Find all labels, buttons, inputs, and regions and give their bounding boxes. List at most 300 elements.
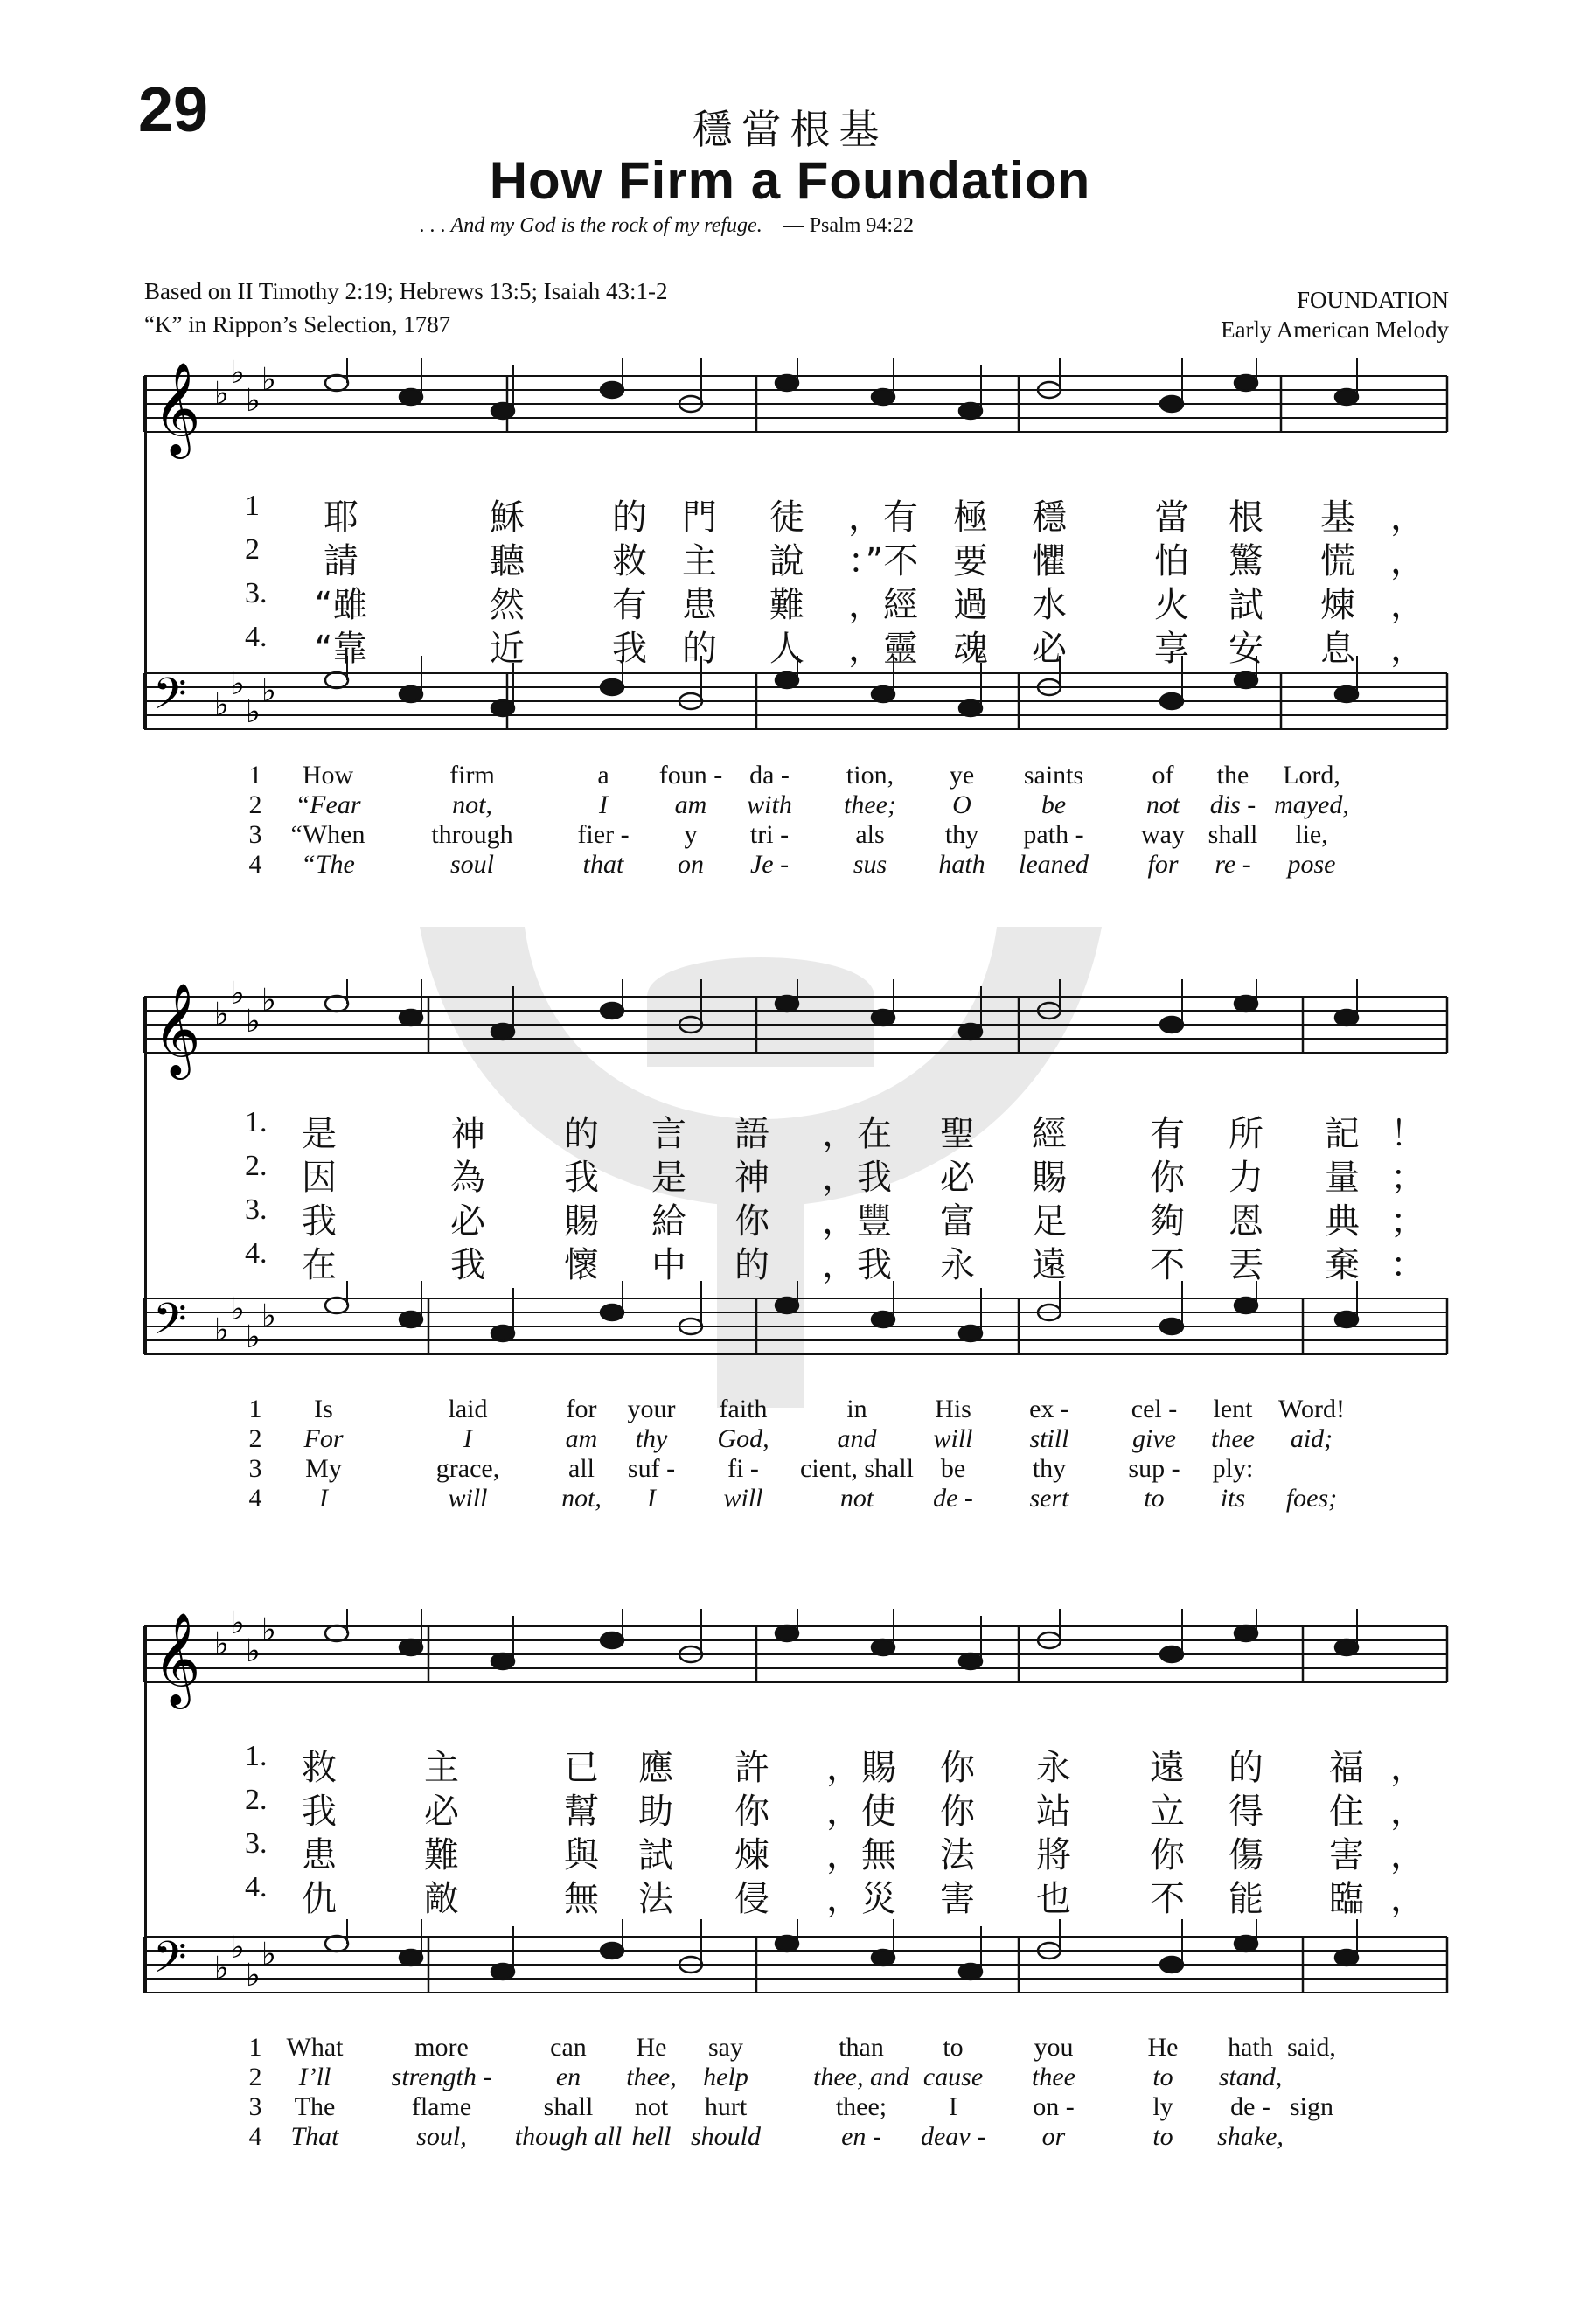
english-lyric: thy bbox=[944, 820, 979, 849]
note-head bbox=[959, 403, 982, 419]
english-lyric: hurt bbox=[704, 2092, 748, 2121]
note-head bbox=[601, 1305, 623, 1320]
chinese-lyric: 傷 bbox=[1229, 1835, 1263, 1875]
english-lyric: with bbox=[747, 790, 792, 819]
chinese-lyric: 的 bbox=[1229, 1748, 1263, 1788]
flat-icon: ♭ bbox=[246, 1319, 261, 1355]
note-head bbox=[872, 1010, 894, 1026]
note-head bbox=[601, 1943, 623, 1959]
english-lyric: soul bbox=[449, 850, 495, 879]
treble-clef-icon: 𝄞 bbox=[153, 361, 201, 455]
chinese-lyric: 賜 bbox=[1032, 1158, 1067, 1198]
chinese-lyric: 記 bbox=[1325, 1114, 1360, 1154]
chinese-lyric: 我 bbox=[612, 629, 647, 669]
english-lyric: or bbox=[1041, 2122, 1066, 2151]
chinese-lyric: ， bbox=[1390, 1835, 1425, 1875]
chinese-lyric: 我 bbox=[302, 1792, 337, 1832]
chinese-lyric: 難 bbox=[424, 1835, 459, 1875]
english-lyric: the bbox=[1216, 761, 1249, 790]
chinese-lyric: 典 bbox=[1325, 1201, 1360, 1242]
english-lyric: stand, bbox=[1218, 2063, 1283, 2091]
chinese-lyric: 火 bbox=[1154, 585, 1189, 625]
verse-number: 4. bbox=[245, 621, 268, 653]
chinese-lyric: 言 bbox=[651, 1114, 686, 1154]
chinese-lyric: ，賜 bbox=[826, 1748, 896, 1788]
chinese-lyric: ：”不 bbox=[847, 541, 919, 581]
english-lyric: laid bbox=[448, 1395, 488, 1423]
chinese-lyric: 你 bbox=[940, 1792, 975, 1832]
note-head bbox=[1235, 1936, 1257, 1952]
chinese-lyric: 魂 bbox=[953, 629, 988, 669]
english-lyric: way bbox=[1141, 820, 1185, 849]
verse-number: 2 bbox=[248, 790, 262, 819]
note-head bbox=[601, 1003, 623, 1019]
epigraph-text: . . . And my God is the rock of my refuge. bbox=[420, 214, 762, 237]
english-lyric: shall bbox=[543, 2092, 594, 2121]
chinese-lyric: 近 bbox=[490, 629, 525, 669]
chinese-lyric: 你 bbox=[1150, 1835, 1185, 1875]
note-head bbox=[1235, 375, 1257, 391]
chinese-lyric: 助 bbox=[638, 1792, 673, 1832]
verse-number: 1 bbox=[248, 761, 262, 790]
chinese-lyric: 耶 bbox=[324, 498, 358, 538]
english-lyric: thee; bbox=[844, 790, 896, 819]
english-lyric: thy bbox=[1032, 1454, 1067, 1483]
note-head bbox=[1160, 396, 1183, 412]
chinese-lyric: 穩 bbox=[1032, 498, 1067, 538]
chinese-lyric: 聖 bbox=[940, 1114, 975, 1154]
english-lyric: a bbox=[597, 761, 609, 790]
chinese-lyric: 永 bbox=[940, 1245, 975, 1285]
bass-staff bbox=[0, 1281, 1580, 1386]
english-lyric: for bbox=[566, 1395, 597, 1423]
chinese-lyric: 語 bbox=[734, 1114, 769, 1154]
verse-number: 1 bbox=[248, 2033, 262, 2062]
english-lyric: tri - bbox=[749, 820, 790, 849]
english-lyric: path - bbox=[1023, 820, 1084, 849]
chinese-lyric: ，我 bbox=[822, 1245, 892, 1285]
verse-number: 1 bbox=[245, 490, 260, 522]
flat-icon: ♭ bbox=[261, 362, 276, 398]
english-lyric: ye bbox=[949, 761, 975, 790]
chinese-lyric: ， bbox=[1390, 541, 1425, 581]
chinese-lyric: 有 bbox=[1150, 1114, 1185, 1154]
english-lyric: I bbox=[463, 1424, 472, 1453]
flat-icon: ♭ bbox=[261, 1937, 276, 1973]
english-lyric: lie, bbox=[1295, 820, 1328, 849]
chinese-lyric: 患 bbox=[682, 585, 717, 625]
note-head bbox=[872, 686, 894, 702]
chinese-lyric: 仇 bbox=[302, 1879, 337, 1919]
chinese-lyric: ，經 bbox=[848, 585, 918, 625]
english-lyric: thee, and bbox=[813, 2063, 909, 2091]
english-lyric: “Fear bbox=[295, 790, 361, 819]
english-lyric: cel - bbox=[1131, 1395, 1178, 1423]
english-lyric: in bbox=[846, 1395, 867, 1423]
chinese-lyric: 夠 bbox=[1150, 1201, 1185, 1242]
chinese-lyric: 遠 bbox=[1032, 1245, 1067, 1285]
chinese-lyric: “雖 bbox=[314, 585, 368, 625]
verse-number: 2. bbox=[245, 1784, 268, 1816]
english-lyric: thee; bbox=[835, 2092, 887, 2121]
flat-icon: ♭ bbox=[230, 1291, 245, 1327]
english-lyric: Lord, bbox=[1283, 761, 1340, 790]
english-lyric: His bbox=[935, 1395, 971, 1423]
note-head bbox=[491, 1326, 514, 1341]
english-lyric: de - bbox=[1230, 2092, 1270, 2121]
chinese-lyric: 因 bbox=[302, 1158, 337, 1198]
flat-icon: ♭ bbox=[261, 983, 276, 1019]
chinese-lyric: 不 bbox=[1150, 1879, 1185, 1919]
note-head bbox=[491, 403, 514, 419]
english-lyric: O bbox=[952, 790, 971, 819]
english-lyric: will bbox=[723, 1484, 763, 1513]
flat-icon: ♭ bbox=[214, 997, 229, 1033]
verse-number: 3 bbox=[248, 1454, 262, 1483]
chinese-lyric: 煉 bbox=[1320, 585, 1355, 625]
text-source: Based on II Timothy 2:19; Hebrews 13:5; Isaiah 43:1-2 bbox=[144, 278, 668, 304]
chinese-lyric: 要 bbox=[953, 541, 988, 581]
chinese-lyric: 當 bbox=[1154, 498, 1189, 538]
chinese-lyric: 主 bbox=[682, 541, 717, 581]
chinese-lyric: 主 bbox=[424, 1748, 459, 1788]
note-head bbox=[776, 1298, 798, 1313]
english-lyric: help bbox=[703, 2063, 748, 2091]
english-lyric: still bbox=[1029, 1424, 1069, 1453]
flat-icon: ♭ bbox=[261, 1298, 276, 1334]
english-lyric: will bbox=[933, 1424, 973, 1453]
english-lyric: and bbox=[837, 1424, 877, 1453]
chinese-lyric: 徒 bbox=[769, 498, 804, 538]
tune-name: FOUNDATION bbox=[1297, 287, 1449, 313]
english-title: How Firm a Foundation bbox=[489, 151, 1091, 210]
chinese-lyric: 門 bbox=[682, 498, 717, 538]
english-lyric: though all bbox=[514, 2122, 623, 2151]
flat-icon: ♭ bbox=[214, 1312, 229, 1348]
chinese-lyric: ，我 bbox=[822, 1158, 892, 1198]
chinese-lyric: ； bbox=[1390, 1158, 1425, 1198]
flat-icon: ♭ bbox=[230, 666, 245, 702]
english-lyric: saints bbox=[1023, 761, 1084, 790]
verse-number: 3. bbox=[245, 1827, 268, 1860]
english-lyric: hath bbox=[1228, 2033, 1273, 2062]
english-lyric: thee bbox=[1211, 1424, 1255, 1453]
chinese-lyric: 福 bbox=[1329, 1748, 1364, 1788]
english-lyric: grace, bbox=[435, 1454, 500, 1483]
english-lyric: soul, bbox=[416, 2122, 467, 2151]
chinese-lyric: 量 bbox=[1325, 1158, 1360, 1198]
english-lyric: My bbox=[305, 1454, 342, 1483]
note-head bbox=[400, 1950, 422, 1966]
verse-number: 1 bbox=[248, 1395, 262, 1423]
treble-staff bbox=[0, 358, 1580, 463]
note-head bbox=[325, 996, 348, 1012]
chinese-lyric: 為 bbox=[450, 1158, 485, 1198]
note-head bbox=[1335, 1312, 1358, 1327]
note-head bbox=[1235, 1625, 1257, 1641]
chinese-lyric: 應 bbox=[638, 1748, 673, 1788]
english-lyric: I bbox=[949, 2092, 957, 2121]
english-lyric: en - bbox=[841, 2122, 881, 2151]
chinese-lyric: 懷 bbox=[564, 1245, 599, 1285]
chinese-lyric: 棄 bbox=[1325, 1245, 1360, 1285]
chinese-lyric: 穌 bbox=[490, 498, 525, 538]
chinese-lyric: 必 bbox=[450, 1201, 485, 1242]
chinese-lyric: 享 bbox=[1154, 629, 1189, 669]
english-lyric: en bbox=[555, 2063, 581, 2091]
note-head bbox=[959, 1024, 982, 1040]
note-head bbox=[1235, 672, 1257, 688]
english-lyric: I’ll bbox=[298, 2063, 331, 2091]
english-lyric: I bbox=[647, 1484, 656, 1513]
chinese-lyric: 慌 bbox=[1320, 541, 1355, 581]
flat-icon: ♭ bbox=[246, 383, 261, 419]
chinese-lyric: “靠 bbox=[314, 629, 368, 669]
english-lyric: cause bbox=[922, 2063, 984, 2091]
english-lyric: ex - bbox=[1029, 1395, 1069, 1423]
system-brace bbox=[144, 997, 147, 1354]
note-head bbox=[1335, 389, 1358, 405]
english-lyric: thy bbox=[635, 1424, 668, 1453]
chinese-lyric: ，靈 bbox=[848, 629, 918, 669]
chinese-lyric: ； bbox=[1390, 1201, 1425, 1242]
chinese-lyric: 也 bbox=[1036, 1879, 1071, 1919]
english-lyric: firm bbox=[449, 761, 495, 790]
treble-staff bbox=[0, 1609, 1580, 1714]
note-head bbox=[1160, 693, 1183, 709]
chinese-lyric: 我 bbox=[302, 1201, 337, 1242]
chinese-lyric: 的 bbox=[612, 498, 647, 538]
english-lyric: thee bbox=[1032, 2063, 1075, 2091]
flat-icon: ♭ bbox=[246, 1958, 261, 1993]
chinese-lyric: 恩 bbox=[1229, 1201, 1263, 1242]
english-lyric: Word! bbox=[1278, 1395, 1345, 1423]
chinese-lyric: 將 bbox=[1036, 1835, 1071, 1875]
english-lyric: re - bbox=[1215, 850, 1251, 879]
english-lyric: leaned bbox=[1019, 850, 1089, 879]
english-lyric: For bbox=[303, 1424, 344, 1453]
english-lyric: am bbox=[565, 1424, 598, 1453]
chinese-lyric: 的 bbox=[734, 1245, 769, 1285]
chinese-lyric: 的 bbox=[682, 629, 717, 669]
note-head bbox=[491, 1024, 514, 1040]
chinese-lyric: 賜 bbox=[564, 1201, 599, 1242]
note-head bbox=[872, 1639, 894, 1655]
english-lyric: sert bbox=[1029, 1484, 1069, 1513]
english-lyric: aid; bbox=[1290, 1424, 1333, 1453]
note-head bbox=[400, 1010, 422, 1026]
english-lyric: mayed, bbox=[1274, 790, 1349, 819]
chinese-lyric: 丟 bbox=[1229, 1245, 1263, 1285]
note-head bbox=[1160, 1017, 1183, 1033]
english-lyric: foes; bbox=[1285, 1484, 1338, 1513]
chinese-lyric: 是 bbox=[651, 1158, 686, 1198]
chinese-lyric: ，有 bbox=[848, 498, 918, 538]
verse-number: 4. bbox=[245, 1237, 268, 1270]
english-lyric: thee, bbox=[626, 2063, 677, 2091]
chinese-lyric: ！ bbox=[1390, 1114, 1425, 1154]
english-lyric: pose bbox=[1287, 850, 1336, 879]
chinese-lyric: 有 bbox=[612, 585, 647, 625]
chinese-title: 穩當根基 bbox=[692, 106, 888, 153]
flat-icon: ♭ bbox=[214, 376, 229, 412]
chinese-lyric: 已 bbox=[564, 1748, 599, 1788]
english-lyric: that bbox=[582, 850, 624, 879]
english-lyric: God, bbox=[717, 1424, 769, 1453]
english-lyric: deav - bbox=[920, 2122, 986, 2151]
chinese-lyric: 所 bbox=[1229, 1114, 1263, 1154]
chinese-lyric: 住 bbox=[1329, 1792, 1364, 1832]
chinese-lyric: 聽 bbox=[490, 541, 525, 581]
english-lyric: shake, bbox=[1217, 2122, 1284, 2151]
chinese-lyric: 試 bbox=[1229, 585, 1263, 625]
note-head bbox=[400, 389, 422, 405]
chinese-lyric: 站 bbox=[1036, 1792, 1071, 1832]
chinese-lyric: ， bbox=[1390, 498, 1425, 538]
english-lyric: not bbox=[634, 2092, 669, 2121]
chinese-lyric: ， bbox=[1390, 1748, 1425, 1788]
english-lyric: Je - bbox=[749, 850, 790, 879]
chinese-lyric: 息 bbox=[1320, 629, 1355, 669]
chinese-lyric: ，無 bbox=[826, 1835, 896, 1875]
english-lyric: “When bbox=[290, 820, 365, 849]
verse-number: 4 bbox=[248, 1484, 262, 1513]
english-lyric: said, bbox=[1287, 2033, 1336, 2062]
chinese-lyric: 力 bbox=[1229, 1158, 1263, 1198]
note-head bbox=[325, 1936, 348, 1952]
note-head bbox=[400, 1639, 422, 1655]
note-head bbox=[776, 375, 798, 391]
note-head bbox=[491, 1653, 514, 1669]
chinese-lyric: 驚 bbox=[1229, 541, 1263, 581]
note-head bbox=[872, 389, 894, 405]
epigraph-reference: — Psalm 94:22 bbox=[783, 214, 915, 237]
flat-icon: ♭ bbox=[230, 979, 245, 1012]
english-lyric: I bbox=[319, 1484, 328, 1513]
english-lyric: on - bbox=[1033, 2092, 1075, 2121]
english-lyric: be bbox=[940, 1454, 966, 1483]
chinese-lyric: 試 bbox=[638, 1835, 673, 1875]
chinese-lyric: ， bbox=[1390, 1792, 1425, 1832]
chinese-lyric: 害 bbox=[940, 1879, 975, 1919]
chinese-lyric: ， bbox=[1390, 585, 1425, 625]
verse-number: 3 bbox=[248, 2092, 262, 2121]
english-lyric: should bbox=[690, 2122, 762, 2151]
flat-icon: ♭ bbox=[246, 1004, 261, 1040]
english-lyric: not, bbox=[452, 790, 492, 819]
english-lyric: de - bbox=[933, 1484, 973, 1513]
chinese-lyric: 患 bbox=[302, 1835, 337, 1875]
verse-number: 2. bbox=[245, 1150, 268, 1182]
chinese-lyric: 我 bbox=[450, 1245, 485, 1285]
english-lyric: all bbox=[568, 1454, 595, 1483]
chinese-lyric: 你 bbox=[940, 1748, 975, 1788]
english-lyric: will bbox=[448, 1484, 488, 1513]
english-lyric: through bbox=[431, 820, 513, 849]
chinese-lyric: 說 bbox=[769, 541, 804, 581]
note-head bbox=[776, 1625, 798, 1641]
flat-icon: ♭ bbox=[246, 1633, 261, 1669]
bass-clef-icon: 𝄢 bbox=[153, 669, 187, 730]
english-lyric: be bbox=[1041, 790, 1067, 819]
system-brace bbox=[144, 1626, 147, 1993]
english-lyric: sign bbox=[1289, 2092, 1334, 2121]
chinese-lyric: 基 bbox=[1320, 498, 1355, 538]
note-head bbox=[491, 700, 514, 716]
note-head bbox=[1160, 1319, 1183, 1334]
chinese-lyric: 足 bbox=[1032, 1201, 1067, 1242]
english-lyric: y bbox=[684, 820, 698, 849]
chinese-lyric: 救 bbox=[302, 1748, 337, 1788]
chinese-lyric: 是 bbox=[302, 1114, 337, 1154]
chinese-lyric: 給 bbox=[651, 1201, 686, 1242]
chinese-lyric: 法 bbox=[638, 1879, 673, 1919]
chinese-lyric: ， bbox=[1390, 629, 1425, 669]
english-lyric: for bbox=[1147, 850, 1179, 879]
english-lyric: strength - bbox=[391, 2063, 492, 2091]
chinese-lyric: 不 bbox=[1150, 1245, 1185, 1285]
english-lyric: its bbox=[1220, 1484, 1246, 1513]
english-lyric: to bbox=[1144, 1484, 1165, 1513]
tune-source: Early American Melody bbox=[1221, 317, 1449, 343]
chinese-lyric: 水 bbox=[1032, 585, 1067, 625]
chinese-lyric: 過 bbox=[953, 585, 988, 625]
chinese-lyric: ，在 bbox=[822, 1114, 892, 1154]
chinese-lyric: 神 bbox=[450, 1114, 485, 1154]
flat-icon: ♭ bbox=[246, 694, 261, 730]
chinese-lyric: 中 bbox=[651, 1245, 686, 1285]
chinese-lyric: ，使 bbox=[826, 1792, 896, 1832]
flat-icon: ♭ bbox=[261, 1612, 276, 1648]
english-lyric: lent bbox=[1213, 1395, 1253, 1423]
english-lyric: say bbox=[708, 2033, 743, 2062]
treble-clef-icon: 𝄞 bbox=[153, 1611, 201, 1705]
note-head bbox=[400, 1312, 422, 1327]
chinese-lyric: 安 bbox=[1229, 629, 1263, 669]
bass-staff bbox=[0, 1919, 1580, 2024]
note-head bbox=[400, 686, 422, 702]
chinese-lyric: ， bbox=[1390, 1879, 1425, 1919]
flat-icon: ♭ bbox=[214, 1626, 229, 1662]
chinese-lyric: 我 bbox=[564, 1158, 599, 1198]
english-lyric: you bbox=[1034, 2033, 1074, 2062]
chinese-lyric: 神 bbox=[734, 1158, 769, 1198]
verse-number: 3 bbox=[248, 820, 262, 849]
note-head bbox=[959, 1653, 982, 1669]
chinese-lyric: 懼 bbox=[1032, 541, 1067, 581]
english-lyric: than bbox=[839, 2033, 884, 2062]
note-head bbox=[959, 1326, 982, 1341]
note-head bbox=[959, 1964, 982, 1980]
english-lyric: not bbox=[839, 1484, 874, 1513]
note-head bbox=[872, 1950, 894, 1966]
treble-staff bbox=[0, 979, 1580, 1084]
note-head bbox=[1235, 996, 1257, 1012]
english-lyric: fi - bbox=[727, 1454, 759, 1483]
note-head bbox=[325, 1625, 348, 1641]
chinese-lyric: 你 bbox=[1150, 1158, 1185, 1198]
english-lyric: sus bbox=[853, 850, 887, 879]
english-lyric: Is bbox=[314, 1395, 333, 1423]
epigraph bbox=[420, 214, 914, 238]
english-lyric: can bbox=[550, 2033, 587, 2062]
chinese-lyric: ，豐 bbox=[822, 1201, 892, 1242]
english-lyric: to bbox=[943, 2033, 964, 2062]
chinese-lyric: 許 bbox=[734, 1748, 769, 1788]
english-lyric: faith bbox=[719, 1395, 768, 1423]
chinese-lyric: 得 bbox=[1229, 1792, 1263, 1832]
flat-icon: ♭ bbox=[261, 673, 276, 709]
